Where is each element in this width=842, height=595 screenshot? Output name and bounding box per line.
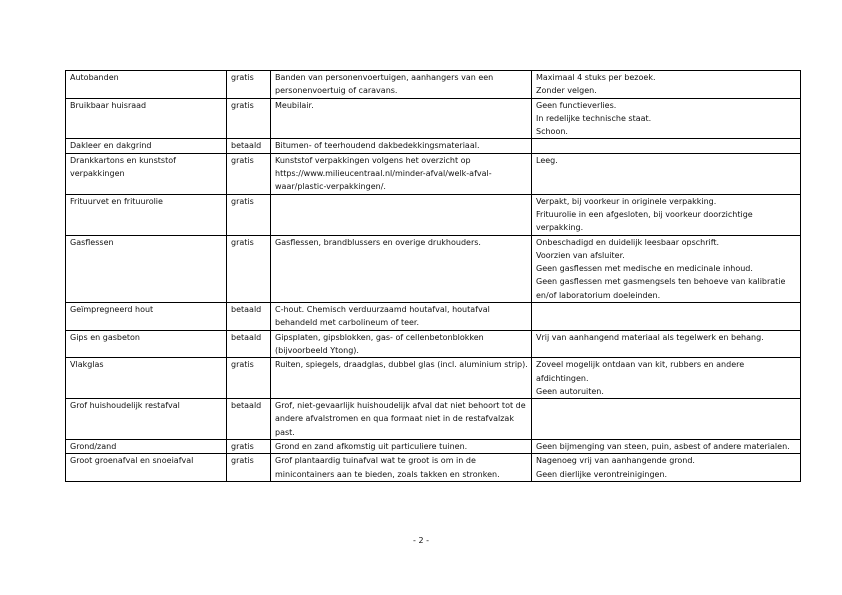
- description-cell: Gipsplaten, gipsblokken, gas- of cellenbetonblokken (bijvoorbeeld Ytong).: [271, 330, 532, 358]
- table-row: [66, 98, 801, 139]
- condition-line: Vrij van aanhangend materiaal als tegelwerk en behang.: [536, 332, 764, 342]
- page-number: - 2 -: [413, 536, 429, 545]
- conditions-cell: [532, 440, 801, 454]
- cost-cell: gratis: [227, 358, 271, 399]
- conditions-cell: [532, 71, 801, 99]
- cost-cell: betaald: [227, 303, 271, 331]
- conditions-cell: [532, 358, 801, 399]
- condition-line: Nagenoeg vrij van aanhangende grond.: [536, 456, 695, 466]
- material-cell: Geïmpregneerd hout: [66, 303, 227, 331]
- condition-line: Geen bijmenging van steen, puin, asbest of andere materialen.: [536, 442, 790, 452]
- description-cell: Meubilair.: [271, 98, 532, 139]
- description-cell: C-hout. Chemisch verduurzaamd houtafval, houtafval behandeld met carbolineum of teer.: [271, 303, 532, 331]
- description-cell: Grof plantaardig tuinafval wat te groot is om in de minicontainers aan te bieden, zoals takken en stronken.: [271, 454, 532, 482]
- table-row: [66, 358, 801, 399]
- material-cell: Drankkartons en kunststof verpakkingen: [66, 153, 227, 194]
- table-row: [66, 330, 801, 358]
- condition-line: In redelijke technische staat.: [536, 113, 652, 123]
- conditions-cell: [532, 399, 801, 440]
- waste-table-body: [66, 71, 801, 482]
- condition-line: Geen gasflessen met gasmengsels ten behoeve van kalibratie en/of laboratorium doeleinden.: [536, 277, 786, 300]
- cost-cell: gratis: [227, 153, 271, 194]
- description-cell: Ruiten, spiegels, draadglas, dubbel glas (incl. aluminium strip).: [271, 358, 532, 399]
- cost-cell: betaald: [227, 399, 271, 440]
- material-cell: Grond/zand: [66, 440, 227, 454]
- conditions-cell: [532, 235, 801, 302]
- material-cell: Vlakglas: [66, 358, 227, 399]
- description-cell: Gasflessen, brandblussers en overige drukhouders.: [271, 235, 532, 302]
- description-cell: Bitumen- of teerhoudend dakbedekkingsmateriaal.: [271, 139, 532, 153]
- table-row: [66, 454, 801, 482]
- condition-line: Geen gasflessen met medische en medicinale inhoud.: [536, 264, 753, 274]
- table-row: [66, 153, 801, 194]
- cost-cell: betaald: [227, 139, 271, 153]
- table-row: [66, 440, 801, 454]
- condition-line: Onbeschadigd en duidelijk leesbaar opschrift.: [536, 237, 720, 247]
- material-cell: Frituurvet en frituurolie: [66, 194, 227, 235]
- material-cell: Bruikbaar huisraad: [66, 98, 227, 139]
- conditions-cell: [532, 454, 801, 482]
- condition-line: Voorzien van afsluiter.: [536, 250, 625, 260]
- conditions-cell: [532, 98, 801, 139]
- condition-line: Geen autoruiten.: [536, 386, 604, 396]
- condition-line: Schoon.: [536, 127, 568, 137]
- conditions-cell: [532, 194, 801, 235]
- conditions-cell: [532, 153, 801, 194]
- condition-line: Geen functieverlies.: [536, 100, 617, 110]
- description-cell: Grond en zand afkomstig uit particuliere tuinen.: [271, 440, 532, 454]
- table-row: [66, 194, 801, 235]
- description-cell: [271, 194, 532, 235]
- table-row: [66, 399, 801, 440]
- cost-cell: gratis: [227, 454, 271, 482]
- table-row: [66, 303, 801, 331]
- condition-line: Frituurolie in een afgesloten, bij voorkeur doorzichtige verpakking.: [536, 209, 753, 233]
- material-cell: Gips en gasbeton: [66, 330, 227, 358]
- conditions-cell: [532, 139, 801, 153]
- condition-line: Leeg.: [536, 155, 558, 165]
- material-cell: Dakleer en dakgrind: [66, 139, 227, 153]
- cost-cell: gratis: [227, 194, 271, 235]
- material-cell: Groot groenafval en snoeiafval: [66, 454, 227, 482]
- table-row: [66, 235, 801, 302]
- waste-table: [65, 70, 801, 482]
- conditions-cell: [532, 303, 801, 331]
- material-cell: Gasflessen: [66, 235, 227, 302]
- condition-line: Zonder velgen.: [536, 86, 597, 96]
- material-cell: Autobanden: [66, 71, 227, 99]
- cost-cell: gratis: [227, 71, 271, 99]
- material-cell: Grof huishoudelijk restafval: [66, 399, 227, 440]
- cost-cell: gratis: [227, 98, 271, 139]
- cost-cell: gratis: [227, 440, 271, 454]
- condition-line: Verpakt, bij voorkeur in originele verpakking.: [536, 196, 717, 206]
- description-cell: Kunststof verpakkingen volgens het overzicht op https://www.milieucentraal.nl/minder-afval/welk-afval-waar/plastic-verpakkingen/.: [271, 153, 532, 194]
- description-cell: Banden van personenvoertuigen, aanhangers van een personenvoertuig of caravans.: [271, 71, 532, 99]
- description-cell: Grof, niet-gevaarlijk huishoudelijk afval dat niet behoort tot de andere afvalstromen en qua formaat niet in de restafvalzak past.: [271, 399, 532, 440]
- conditions-cell: [532, 330, 801, 358]
- table-row: [66, 139, 801, 153]
- cost-cell: gratis: [227, 235, 271, 302]
- condition-line: Geen dierlijke verontreinigingen.: [536, 469, 668, 479]
- table-row: [66, 71, 801, 99]
- cost-cell: betaald: [227, 330, 271, 358]
- condition-line: Zoveel mogelijk ontdaan van kit, rubbers en andere afdichtingen.: [536, 360, 745, 383]
- condition-line: Maximaal 4 stuks per bezoek.: [536, 73, 656, 82]
